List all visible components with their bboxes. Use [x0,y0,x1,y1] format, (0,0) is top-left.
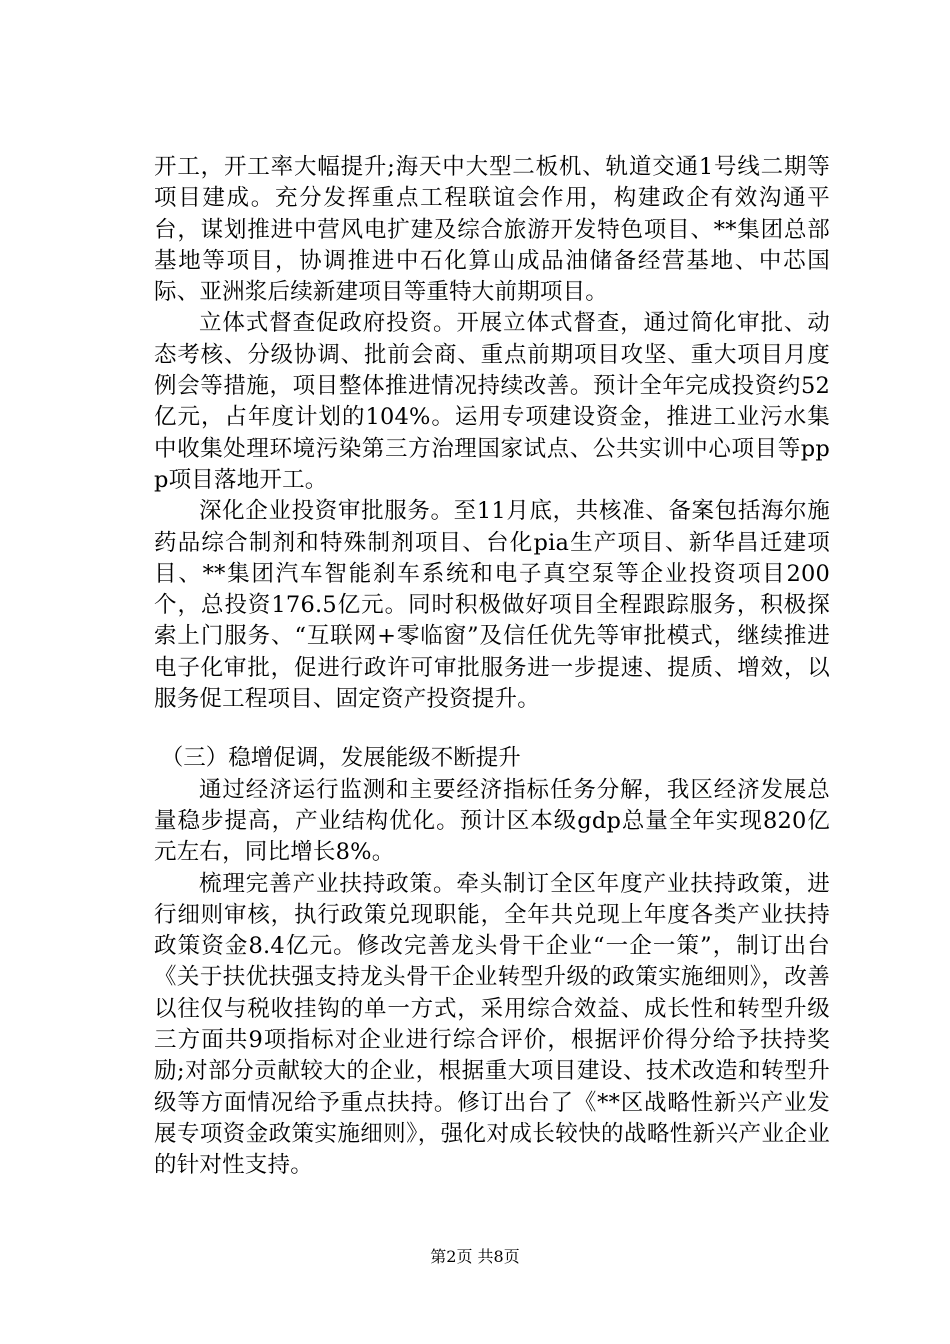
paragraph-continuation: 开工，开工率大幅提升;海天中大型二板机、轨道交通1号线二期等项目建成。充分发挥重点工程联谊会作用，构建政企有效沟通平台，谋划推进中营风电扩建及综合旅游开发特色项目、**集团总部基地等项目，协调推进中石化算山成品油储备经营基地、中芯国际、亚洲浆后续新建项目等重特大前期项目。 [154,154,830,306]
paragraph-government-investment: 立体式督查促政府投资。开展立体式督查，通过简化审批、动态考核、分级协调、批前会商、重点前期项目攻坚、重大项目月度例会等措施，项目整体推进情况持续改善。预计全年完成投资约52亿元，占年度计划的104%。运用专项建设资金，推进工业污水集中收集处理环境污染第三方治理国家试点、公共实训中心项目等ppp项目落地开工。 [154,310,830,493]
section-heading: （三）稳增促调，发展能级不断提升 [160,745,521,772]
document-body [154,152,830,1182]
page-footer: 第2页 共8页 [430,1247,520,1266]
paragraph-enterprise-approval: 深化企业投资审批服务。至11月底，共核准、备案包括海尔施药品综合制剂和特殊制剂项目、台化pia生产项目、新华昌迁建项目、**集团汽车智能刹车系统和电子真空泵等企业投资项目200个，总投资176.5亿元。同时积极做好项目全程跟踪服务，积极探索上门服务、“互联网+零临窗”及信任优先等审批模式，继续推进电子化审批，促进行政许可审批服务进一步提速、提质、增效，以服务促工程项目、固定资产投资提升。 [154,498,830,713]
paragraph-economic-growth: 通过经济运行监测和主要经济指标任务分解，我区经济发展总量稳步提高，产业结构优化。预计区本级gdp总量全年实现820亿元左右，同比增长8%。 [154,776,830,866]
paragraph-industry-policy: 梳理完善产业扶持政策。牵头制订全区年度产业扶持政策，进行细则审核，执行政策兑现职能，全年共兑现上年度各类产业扶持政策资金8.4亿元。修改完善龙头骨干企业“一企一策”，制订出台《关于扶优扶强支持龙头骨干企业转型升级的政策实施细则》，改善以往仅与税收挂钩的单一方式，采用综合效益、成长性和转型升级三方面共9项指标对企业进行综合评价，根据评价得分给予扶持奖励;对部分贡献较大的企业，根据重大项目建设、技术改造和转型升级等方面情况给予重点扶持。修订出台了《**区战略性新兴产业发展专项资金政策实施细则》，强化对成长较快的战略性新兴产业企业的针对性支持。 [154,870,830,1179]
